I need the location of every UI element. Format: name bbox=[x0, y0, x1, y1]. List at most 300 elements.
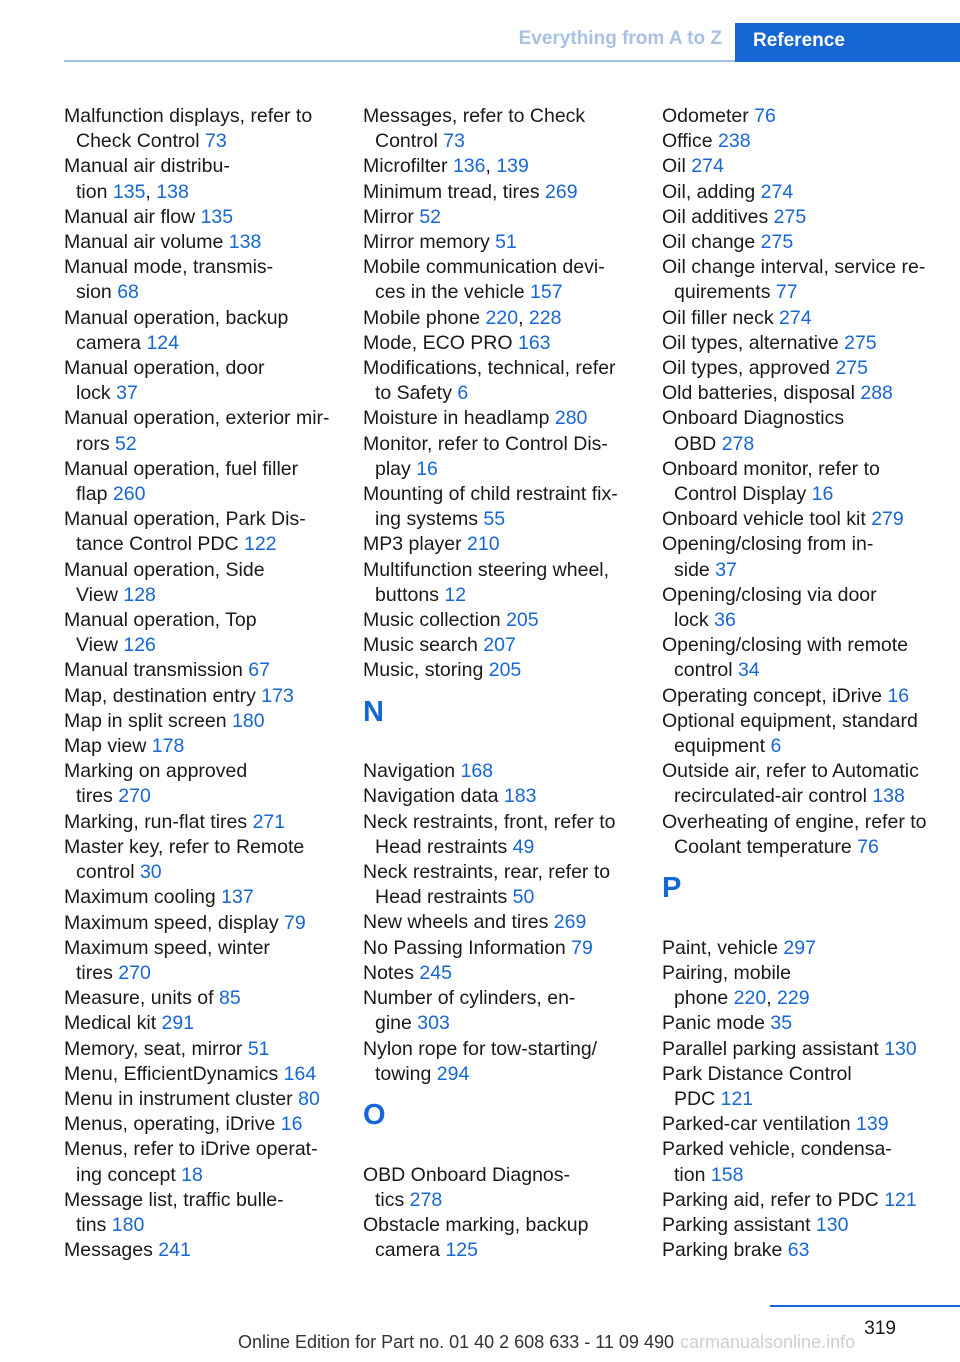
page-link[interactable]: 6 bbox=[770, 735, 782, 758]
index-entry-text: MP3 player bbox=[363, 533, 462, 556]
page-link[interactable]: 76 bbox=[754, 105, 776, 127]
index-entry bbox=[64, 1238, 334, 1263]
index-entry-text: PDC bbox=[674, 1087, 716, 1110]
index-entry-text: Overheating of engine, refer to bbox=[662, 810, 927, 833]
page-link[interactable]: 121 bbox=[720, 1087, 754, 1110]
index-entry bbox=[363, 356, 633, 406]
index-column-2 bbox=[363, 104, 633, 1263]
index-entry bbox=[64, 1087, 334, 1112]
page-link[interactable]: 76 bbox=[857, 835, 879, 858]
page-link[interactable]: 55 bbox=[483, 508, 506, 531]
index-entry-text: Mobile phone bbox=[363, 306, 481, 329]
index-entry bbox=[64, 658, 334, 683]
index-entry bbox=[363, 331, 633, 356]
index-entry-text: Parking brake bbox=[662, 1239, 783, 1262]
index-entry-text: flap bbox=[76, 483, 108, 506]
index-entry bbox=[64, 255, 334, 305]
page-link[interactable]: 138 bbox=[156, 180, 189, 203]
index-entry bbox=[64, 810, 334, 835]
page-link[interactable]: 180 bbox=[232, 709, 265, 732]
index-entry bbox=[363, 936, 633, 961]
index-entry bbox=[363, 633, 633, 658]
page-link[interactable]: 274 bbox=[760, 180, 794, 203]
index-entry-text: phone bbox=[674, 987, 729, 1010]
page-link[interactable]: 210 bbox=[467, 533, 500, 556]
index-entry bbox=[662, 1011, 932, 1036]
page-link[interactable]: 163 bbox=[517, 331, 551, 354]
page-link[interactable]: 124 bbox=[146, 331, 179, 354]
page-link[interactable]: 274 bbox=[691, 155, 724, 178]
index-letter-heading: O bbox=[363, 1098, 386, 1131]
page-separator: , bbox=[145, 180, 151, 203]
index-entry-text: Panic mode bbox=[662, 1012, 765, 1035]
index-entry-text: Mobile communication devi- bbox=[363, 256, 605, 279]
index-entry bbox=[64, 356, 334, 406]
index-entry bbox=[662, 507, 932, 532]
page-link[interactable]: 138 bbox=[228, 231, 262, 254]
page-link[interactable]: 34 bbox=[737, 659, 760, 682]
index-entry-text: Menus, refer to iDrive operat- bbox=[64, 1138, 318, 1161]
index-entry-text: Nylon rope for tow-starting/ bbox=[363, 1037, 598, 1060]
index-entry bbox=[662, 532, 932, 582]
index-entry-text: OBD Onboard Diagnos- bbox=[363, 1163, 571, 1186]
page-separator: , bbox=[485, 155, 491, 178]
index-entry-text: rors bbox=[76, 432, 110, 455]
index-entry bbox=[662, 331, 932, 356]
page-link[interactable]: 77 bbox=[775, 281, 798, 304]
index-entry-text: Mirror memory bbox=[363, 231, 490, 254]
index-entry bbox=[662, 205, 932, 230]
index-entry-text: play bbox=[375, 457, 411, 480]
index-entry-text: tion bbox=[76, 180, 108, 203]
page-link[interactable]: 220 bbox=[485, 306, 519, 329]
index-entry-text: tics bbox=[375, 1188, 405, 1211]
index-entry-text: side bbox=[674, 558, 710, 581]
index-entry-text: tance Control PDC bbox=[76, 533, 239, 556]
index-entry-text: Oil types, approved bbox=[662, 357, 831, 380]
index-entry-text: Parked-car ventilation bbox=[662, 1113, 851, 1136]
index-entry-text: buttons bbox=[375, 583, 439, 606]
index-entry-text: Marking, run-flat tires bbox=[64, 810, 248, 833]
index-entry-text: Optional equipment, standard bbox=[662, 709, 918, 732]
index-entry bbox=[64, 406, 334, 456]
page-link[interactable]: 128 bbox=[123, 583, 156, 606]
index-entry-text: ing systems bbox=[375, 508, 478, 531]
index-entry-text: Map in split screen bbox=[64, 709, 227, 732]
index-entry-text: Manual operation, door bbox=[64, 357, 265, 380]
index-entry-text: Manual operation, Park Dis- bbox=[64, 508, 306, 531]
index-entry-text: Oil change bbox=[662, 231, 756, 254]
page-link[interactable]: 18 bbox=[181, 1163, 203, 1186]
index-entry bbox=[363, 810, 633, 860]
index-entry bbox=[363, 230, 633, 255]
index-entry-text: Number of cylinders, en- bbox=[363, 987, 576, 1010]
index-entry bbox=[64, 759, 334, 809]
index-entry-text: Menu in instrument cluster bbox=[64, 1087, 293, 1110]
index-entry-text: to Safety bbox=[375, 382, 452, 405]
index-entry-text: Maximum speed, display bbox=[64, 911, 279, 934]
index-entry bbox=[363, 104, 633, 154]
index-entry bbox=[363, 860, 633, 910]
page-link[interactable]: 270 bbox=[118, 785, 151, 808]
index-entry-text: Mode, ECO PRO bbox=[363, 331, 513, 354]
index-entry bbox=[363, 432, 633, 482]
index-entry-text: Oil bbox=[662, 155, 686, 178]
index-entry bbox=[662, 1037, 932, 1062]
page-link[interactable]: 136 bbox=[452, 155, 486, 178]
index-entry-text: equipment bbox=[674, 735, 766, 758]
index-entry-text: Menu, EfficientDynamics bbox=[64, 1062, 279, 1085]
page-link[interactable]: 137 bbox=[221, 886, 254, 909]
edition-note: Online Edition for Part no. 01 40 2 608 633 - 11 09 490 bbox=[238, 1332, 674, 1352]
footer-rule bbox=[770, 1305, 960, 1307]
page-link[interactable]: 37 bbox=[116, 382, 138, 405]
index-entry-text: Head restraints bbox=[375, 886, 508, 909]
index-entry bbox=[363, 532, 633, 557]
index-entry-text: Onboard monitor, refer to bbox=[662, 457, 880, 480]
index-entry-text: gine bbox=[375, 1012, 412, 1035]
page-link[interactable]: 205 bbox=[488, 659, 522, 682]
index-entry-text: tires bbox=[76, 961, 113, 984]
index-entry-text: camera bbox=[375, 1239, 441, 1262]
index-entry bbox=[662, 633, 932, 683]
page-link[interactable]: 73 bbox=[443, 130, 465, 153]
index-entry-text: Onboard Diagnostics bbox=[662, 407, 845, 430]
index-entry-text: sion bbox=[76, 281, 112, 304]
page-link[interactable]: 138 bbox=[872, 785, 905, 808]
index-entry-text: ing concept bbox=[76, 1163, 176, 1186]
page-link[interactable]: 278 bbox=[409, 1188, 443, 1211]
page-link[interactable]: 275 bbox=[835, 357, 868, 380]
page-link[interactable]: 245 bbox=[419, 961, 452, 984]
index-entry bbox=[64, 684, 334, 709]
page-link[interactable]: 157 bbox=[530, 281, 563, 304]
index-entry bbox=[662, 684, 932, 709]
index-entry-text: lock bbox=[76, 382, 111, 405]
page-link[interactable]: 274 bbox=[779, 306, 812, 329]
page-link[interactable]: 50 bbox=[512, 886, 535, 909]
index-entry bbox=[662, 1137, 932, 1187]
page-link[interactable]: 271 bbox=[252, 810, 286, 833]
index-entry-text: Obstacle marking, backup bbox=[363, 1213, 589, 1236]
index-entry-text: Manual transmission bbox=[64, 659, 243, 682]
page-link[interactable]: 79 bbox=[571, 936, 593, 959]
index-entry bbox=[662, 154, 932, 179]
page-link[interactable]: 68 bbox=[117, 281, 139, 304]
page-link[interactable]: 173 bbox=[261, 684, 294, 707]
page-link[interactable]: 63 bbox=[787, 1239, 810, 1262]
index-entry-text: Parking assistant bbox=[662, 1213, 811, 1236]
page-link[interactable]: 126 bbox=[123, 634, 156, 657]
index-entry bbox=[363, 759, 633, 784]
index-entry-text: Monitor, refer to Control Dis- bbox=[363, 432, 608, 455]
index-entry-text: Mirror bbox=[363, 205, 414, 228]
index-entry bbox=[363, 154, 633, 179]
page-link[interactable]: 260 bbox=[112, 483, 146, 506]
index-entry bbox=[64, 835, 334, 885]
index-entry-text: Parking aid, refer to PDC bbox=[662, 1188, 879, 1211]
page-link[interactable]: 279 bbox=[871, 508, 904, 531]
index-entry bbox=[64, 457, 334, 507]
page-link[interactable]: 52 bbox=[115, 432, 137, 455]
index-entry-text: control bbox=[76, 861, 135, 884]
index-entry bbox=[662, 129, 932, 154]
page-link[interactable]: 238 bbox=[718, 130, 751, 153]
page-link[interactable]: 158 bbox=[710, 1163, 744, 1186]
index-entry-text: recirculated-air control bbox=[674, 785, 867, 808]
page-link[interactable]: 6 bbox=[457, 382, 469, 405]
index-entry-text: Manual operation, fuel filler bbox=[64, 457, 299, 480]
index-entry-text: quirements bbox=[674, 281, 771, 304]
index-entry-text: Manual operation, backup bbox=[64, 306, 289, 329]
index-entry bbox=[662, 961, 932, 1011]
index-entry-text: tion bbox=[674, 1163, 706, 1186]
page-separator: , bbox=[518, 306, 524, 329]
page-link[interactable]: 130 bbox=[884, 1037, 917, 1060]
index-entry-text: Paint, vehicle bbox=[662, 936, 778, 959]
index-entry-text: View bbox=[76, 634, 118, 657]
page-link[interactable]: 52 bbox=[419, 205, 442, 228]
index-entry-text: Manual mode, transmis- bbox=[64, 256, 274, 279]
index-entry bbox=[363, 910, 633, 935]
page-link[interactable]: 67 bbox=[248, 659, 270, 682]
index-entry bbox=[662, 936, 932, 961]
index-entry-text: Oil filler neck bbox=[662, 306, 774, 329]
index-entry-text: View bbox=[76, 583, 118, 606]
index-entry-text: Notes bbox=[363, 961, 414, 984]
page-link[interactable]: 270 bbox=[118, 961, 151, 984]
page-link[interactable]: 275 bbox=[773, 205, 807, 228]
index-entry-text: Marking on approved bbox=[64, 760, 248, 783]
index-entry-text: Control Display bbox=[674, 483, 807, 506]
index-entry bbox=[363, 306, 633, 331]
index-entry bbox=[64, 734, 334, 759]
index-entry-text: Oil types, alternative bbox=[662, 331, 839, 354]
index-entry-text: Pairing, mobile bbox=[662, 961, 791, 984]
page-link[interactable]: 207 bbox=[483, 634, 516, 657]
index-entry-text: Map, destination entry bbox=[64, 684, 256, 707]
index-entry-text: Parked vehicle, condensa- bbox=[662, 1138, 892, 1161]
index-entry bbox=[363, 558, 633, 608]
index-entry bbox=[363, 784, 633, 809]
page-link[interactable]: 85 bbox=[219, 987, 241, 1010]
index-entry bbox=[64, 1062, 334, 1087]
page-link[interactable]: 178 bbox=[151, 735, 185, 758]
index-entry bbox=[662, 1188, 932, 1213]
page-link[interactable]: 297 bbox=[783, 936, 816, 959]
index-entry bbox=[64, 507, 334, 557]
index-entry-text: Navigation data bbox=[363, 785, 499, 808]
page-link[interactable]: 16 bbox=[416, 457, 438, 480]
page-link[interactable]: 288 bbox=[860, 382, 893, 405]
page-link[interactable]: 220 bbox=[733, 987, 767, 1010]
index-entry-text: Moisture in headlamp bbox=[363, 407, 550, 430]
page-link[interactable]: 164 bbox=[283, 1062, 317, 1085]
index-entry-text: Memory, seat, mirror bbox=[64, 1037, 243, 1060]
index-entry bbox=[662, 709, 932, 759]
index-entry-text: Minimum tread, tires bbox=[363, 180, 540, 203]
index-entry bbox=[662, 406, 932, 456]
index-entry bbox=[662, 457, 932, 507]
index-entry-text: Oil additives bbox=[662, 205, 769, 228]
index-entry-text: Music collection bbox=[363, 609, 501, 632]
index-entry bbox=[64, 230, 334, 255]
index-entry-text: OBD bbox=[674, 432, 717, 455]
index-entry-text: Park Distance Control bbox=[662, 1062, 852, 1085]
page-link[interactable]: 139 bbox=[856, 1113, 889, 1136]
index-entry-text: Manual air volume bbox=[64, 231, 224, 254]
index-entry bbox=[64, 1112, 334, 1137]
index-entry bbox=[363, 482, 633, 532]
index-entry-text: Manual operation, exterior mir- bbox=[64, 407, 330, 430]
index-entry-text: Check Control bbox=[76, 130, 200, 153]
page-link[interactable]: 73 bbox=[204, 130, 227, 153]
index-entry bbox=[64, 104, 334, 154]
page-link[interactable]: 51 bbox=[247, 1037, 270, 1060]
index-entry-text: towing bbox=[375, 1062, 432, 1085]
index-entry-text: Music, storing bbox=[363, 659, 484, 682]
index-entry-text: Measure, units of bbox=[64, 987, 214, 1010]
index-entry-text: Manual operation, Side bbox=[64, 558, 265, 581]
page-link[interactable]: 135 bbox=[200, 205, 234, 228]
index-entry-text: No Passing Information bbox=[363, 936, 566, 959]
page-link[interactable]: 80 bbox=[298, 1087, 320, 1110]
index-entry bbox=[662, 255, 932, 305]
index-entry-text: Onboard vehicle tool kit bbox=[662, 508, 866, 531]
page-link[interactable]: 228 bbox=[528, 306, 562, 329]
page-link[interactable]: 139 bbox=[496, 155, 529, 178]
page-link[interactable]: 30 bbox=[139, 861, 162, 884]
index-entry bbox=[64, 885, 334, 910]
index-entry-text: ces in the vehicle bbox=[375, 281, 525, 304]
page-link[interactable]: 294 bbox=[436, 1062, 470, 1085]
index-entry bbox=[662, 583, 932, 633]
index-entry bbox=[662, 1238, 932, 1263]
index-entry-text: lock bbox=[674, 609, 709, 632]
index-entry bbox=[363, 1037, 633, 1087]
page-link[interactable]: 130 bbox=[815, 1213, 849, 1236]
index-entry-text: Messages bbox=[64, 1239, 153, 1262]
page-link[interactable]: 180 bbox=[111, 1213, 145, 1236]
index-entry-text: control bbox=[674, 659, 733, 682]
page-link[interactable]: 12 bbox=[444, 583, 467, 606]
index-entry bbox=[662, 306, 932, 331]
index-entry bbox=[363, 608, 633, 633]
index-entry-text: Malfunction displays, refer to bbox=[64, 105, 313, 127]
page-link[interactable]: 183 bbox=[503, 785, 537, 808]
index-entry-text: Oil, adding bbox=[662, 180, 756, 203]
index-entry bbox=[64, 986, 334, 1011]
index-entry bbox=[363, 658, 633, 683]
index-entry bbox=[64, 709, 334, 734]
index-entry bbox=[64, 558, 334, 608]
page-link[interactable]: 121 bbox=[884, 1188, 917, 1211]
index-entry-text: Opening/closing via door bbox=[662, 583, 877, 606]
index-entry bbox=[64, 1137, 334, 1187]
page-link[interactable]: 125 bbox=[445, 1239, 478, 1262]
index-entry bbox=[363, 205, 633, 230]
index-entry bbox=[662, 1213, 932, 1238]
index-entry bbox=[64, 1037, 334, 1062]
page-link[interactable]: 280 bbox=[554, 407, 588, 430]
index-entry-text: Map view bbox=[64, 735, 147, 758]
index-entry bbox=[363, 1213, 633, 1263]
index-entry bbox=[64, 936, 334, 986]
index-entry-text: Coolant temperature bbox=[674, 835, 852, 858]
index-entry-text: New wheels and tires bbox=[363, 911, 549, 934]
index-entry bbox=[64, 205, 334, 230]
index-entry bbox=[64, 154, 334, 204]
index-entry-text: tins bbox=[76, 1213, 107, 1236]
page-link[interactable]: 36 bbox=[714, 609, 736, 632]
page-link[interactable]: 205 bbox=[506, 609, 539, 632]
page-link[interactable]: 16 bbox=[887, 684, 910, 707]
page-link[interactable]: 51 bbox=[495, 231, 517, 254]
page-link[interactable]: 16 bbox=[280, 1113, 303, 1136]
index-entry bbox=[662, 1112, 932, 1137]
index-entry-text: Office bbox=[662, 130, 713, 153]
index-entry bbox=[64, 608, 334, 658]
index-entry-text: camera bbox=[76, 331, 142, 354]
index-entry-text: Navigation bbox=[363, 760, 456, 783]
page-link[interactable]: 278 bbox=[721, 432, 755, 455]
index-entry-text: Maximum speed, winter bbox=[64, 936, 270, 959]
index-entry-text: Medical kit bbox=[64, 1012, 157, 1035]
page-link[interactable]: 275 bbox=[760, 231, 794, 254]
index-entry bbox=[64, 1188, 334, 1238]
index-entry-text: Oil change interval, service re- bbox=[662, 256, 926, 279]
index-column-1 bbox=[64, 104, 334, 1263]
page-link[interactable]: 291 bbox=[161, 1012, 195, 1035]
index-entry-text: Neck restraints, rear, refer to bbox=[363, 861, 611, 884]
index-entry bbox=[363, 255, 633, 305]
page-link[interactable]: 168 bbox=[460, 760, 494, 783]
page-link[interactable]: 303 bbox=[417, 1012, 450, 1035]
page-link[interactable]: 37 bbox=[715, 558, 737, 581]
index-entry-text: Operating concept, iDrive bbox=[662, 684, 883, 707]
index-entry-text: Master key, refer to Remote bbox=[64, 835, 305, 858]
index-entry-text: Music search bbox=[363, 634, 478, 657]
index-entry-text: Neck restraints, front, refer to bbox=[363, 810, 616, 833]
index-entry bbox=[662, 180, 932, 205]
page-link[interactable]: 229 bbox=[777, 987, 810, 1010]
page-link[interactable]: 49 bbox=[512, 835, 535, 858]
index-entry-text: Parallel parking assistant bbox=[662, 1037, 879, 1060]
page-link[interactable]: 269 bbox=[545, 180, 578, 203]
index-entry bbox=[662, 1062, 932, 1112]
page-link[interactable]: 35 bbox=[770, 1012, 793, 1035]
page-separator: , bbox=[766, 987, 772, 1010]
page-link[interactable]: 79 bbox=[284, 911, 306, 934]
index-entry-text: Manual air flow bbox=[64, 205, 196, 228]
index-entry-text: Control bbox=[375, 130, 438, 153]
index-entry bbox=[662, 381, 932, 406]
page-link[interactable]: 16 bbox=[811, 483, 834, 506]
index-entry-text: Old batteries, disposal bbox=[662, 382, 855, 405]
header-tab-reference: Reference bbox=[735, 23, 960, 62]
page-link[interactable]: 275 bbox=[844, 331, 877, 354]
page-link[interactable]: 269 bbox=[553, 911, 587, 934]
page-link[interactable]: 135 bbox=[112, 180, 146, 203]
index-entry bbox=[363, 180, 633, 205]
index-letter-heading: N bbox=[363, 695, 384, 728]
index-entry-text: Opening/closing with remote bbox=[662, 634, 909, 657]
index-entry-text: Head restraints bbox=[375, 835, 508, 858]
index-entry-text: Multifunction steering wheel, bbox=[363, 558, 610, 581]
index-entry-text: tires bbox=[76, 785, 113, 808]
page-link[interactable]: 122 bbox=[244, 533, 277, 556]
page-link[interactable]: 241 bbox=[158, 1239, 191, 1262]
